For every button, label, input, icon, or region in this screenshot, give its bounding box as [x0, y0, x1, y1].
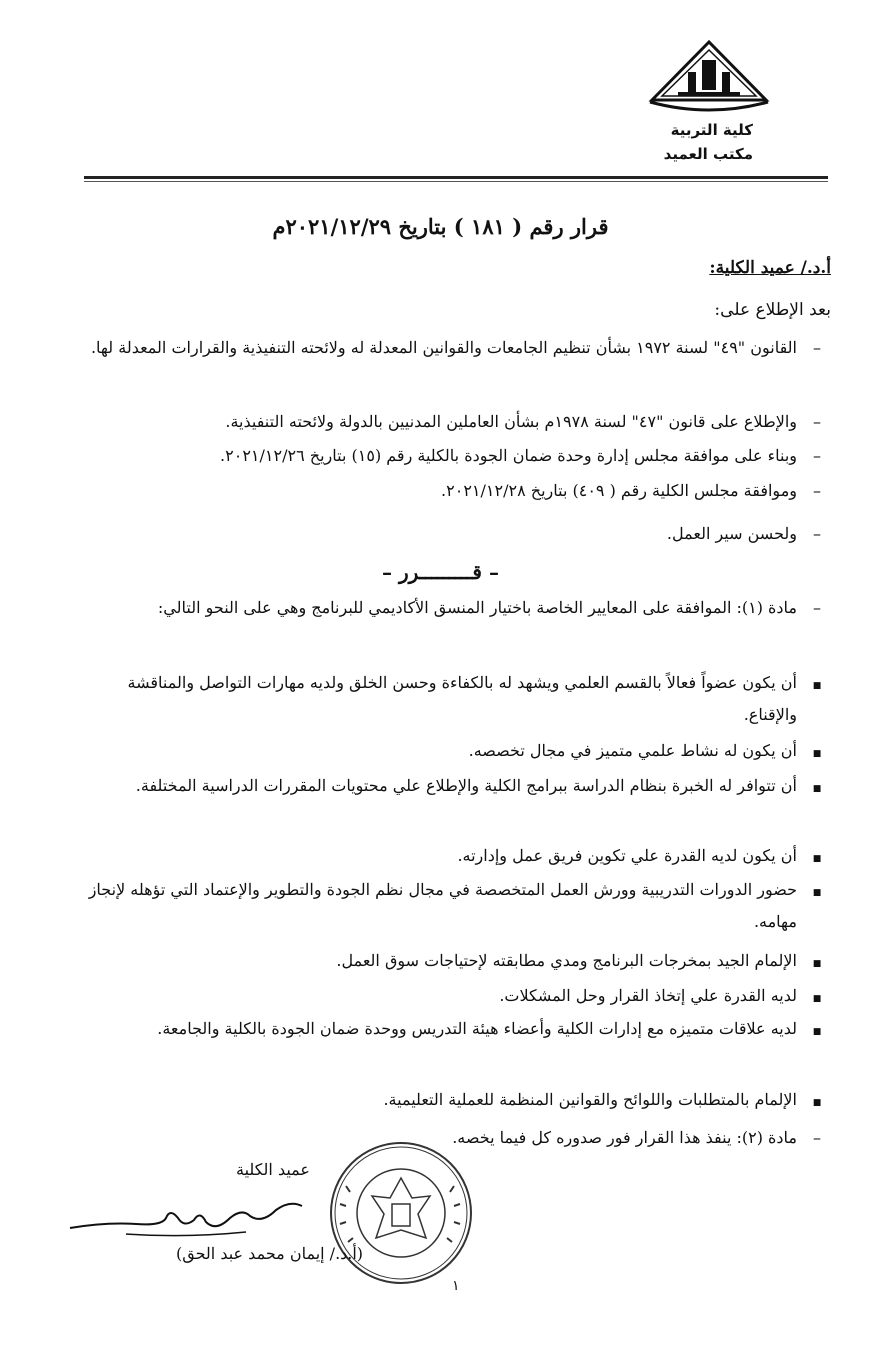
preamble-text: والإطلاع على قانون "٤٧" لسنة ١٩٧٨م بشأن العاملين المدنيين بالدولة ولائحته التنفيذية. [225, 412, 797, 431]
dash-bullet [807, 406, 827, 438]
preamble-text: القانون "٤٩" لسنة ١٩٧٢ بشأن تنظيم الجامعات والقوانين المعدلة له ولائحته التنفيذية والقرارات المعدلة لها. [90, 338, 797, 357]
preamble-text: وموافقة مجلس الكلية رقم ( ٤٠٩) بتاريخ ٢٠٢١/١٢/٢٨. [441, 481, 797, 500]
dash-bullet [807, 592, 827, 624]
dash-bullet [807, 518, 827, 550]
criterion-text: أن يكون لديه القدرة علي تكوين فريق عمل وإدارته. [457, 846, 797, 865]
university-logo-icon [648, 38, 770, 116]
faculty-header [664, 118, 753, 166]
dash-bullet [807, 332, 827, 364]
criterion-text: الإلمام بالمتطلبات واللوائح والقوانين المنظمة للعملية التعليمية. [383, 1090, 797, 1109]
signatory-name: (أ.د./ إيمان محمد عبد الحق) [176, 1244, 364, 1263]
square-bullet [807, 980, 827, 1015]
preamble-item [84, 475, 797, 507]
criterion-text: لديه علاقات متميزه مع إدارات الكلية وأعضاء هيئة التدريس ووحدة ضمان الجودة بالكلية والجامعة. [157, 1019, 797, 1038]
criterion-item [84, 1084, 797, 1116]
decision-title: قرار رقم ( ١٨١ ) بتاريخ ٢٠٢١/١٢/٢٩م [272, 214, 609, 239]
preamble-text: ولحسن سير العمل. [666, 524, 797, 543]
preamble-item [84, 518, 797, 550]
square-bullet [807, 874, 827, 909]
square-bullet [807, 840, 827, 875]
article-1-text: مادة (١): الموافقة على المعايير الخاصة باختيار المنسق الأكاديمي للبرنامج وهي على النحو التالي: [157, 598, 797, 617]
criterion-text: حضور الدورات التدريبية وورش العمل المتخصصة في مجال نظم الجودة والتطوير والإعتماد التي تؤهله لإنجاز مهامه. [88, 880, 797, 931]
decision-heading: – قـــــــــرر – [382, 560, 499, 584]
criterion-text: أن يكون عضواً فعالاً بالقسم العلمي ويشهد له بالكفاءة وحسن الخلق ولديه مهارات التواصل والمناقشة والإقناع. [127, 673, 797, 724]
header-divider [84, 176, 828, 179]
criterion-text: لديه القدرة علي إتخاذ القرار وحل المشكلات. [499, 986, 797, 1005]
square-bullet [807, 770, 827, 805]
criterion-item [84, 874, 797, 938]
faculty-name: كلية التربية [670, 121, 753, 139]
criterion-text: الإلمام الجيد بمخرجات البرنامج ومدي مطابقته لإحتياجات سوق العمل. [336, 951, 797, 970]
handwritten-signature [66, 1188, 326, 1248]
criterion-item [84, 735, 797, 767]
preamble-item [84, 406, 797, 438]
preamble-item [84, 332, 797, 364]
intro-text: بعد الإطلاع على: [714, 300, 831, 320]
criterion-item [84, 840, 797, 872]
dash-bullet [807, 440, 827, 472]
header-divider-thin [84, 181, 828, 182]
square-bullet [807, 735, 827, 770]
criterion-item [84, 770, 797, 802]
faculty-seal-icon [326, 1138, 476, 1288]
preamble-item [84, 440, 797, 472]
addressee: أ.د./ عميد الكلية: [709, 258, 831, 278]
dean-office: مكتب العميد [663, 145, 753, 163]
criterion-item [84, 667, 797, 731]
criterion-text: أن تتوافر له الخبرة بنظام الدراسة ببرامج الكلية والإطلاع علي محتويات المقررات الدراسية المختلفة. [135, 776, 797, 795]
criterion-item [84, 945, 797, 977]
dash-bullet [807, 475, 827, 507]
preamble-text: وبناء على موافقة مجلس إدارة وحدة ضمان الجودة بالكلية رقم (١٥) بتاريخ ٢٠٢١/١٢/٢٦. [220, 446, 797, 465]
criterion-item [84, 980, 797, 1012]
page-number: ١ [452, 1278, 460, 1294]
article-2-text: مادة (٢): ينفذ هذا القرار فور صدوره كل فيما يخصه. [452, 1128, 797, 1147]
criterion-item [84, 1013, 797, 1045]
square-bullet [807, 945, 827, 980]
dash-bullet [807, 1122, 827, 1154]
signatory-title: عميد الكلية [236, 1160, 310, 1179]
square-bullet [807, 667, 827, 702]
criterion-text: أن يكون له نشاط علمي متميز في مجال تخصصه. [468, 741, 797, 760]
article-1 [84, 592, 797, 624]
square-bullet [807, 1013, 827, 1048]
square-bullet [807, 1084, 827, 1119]
